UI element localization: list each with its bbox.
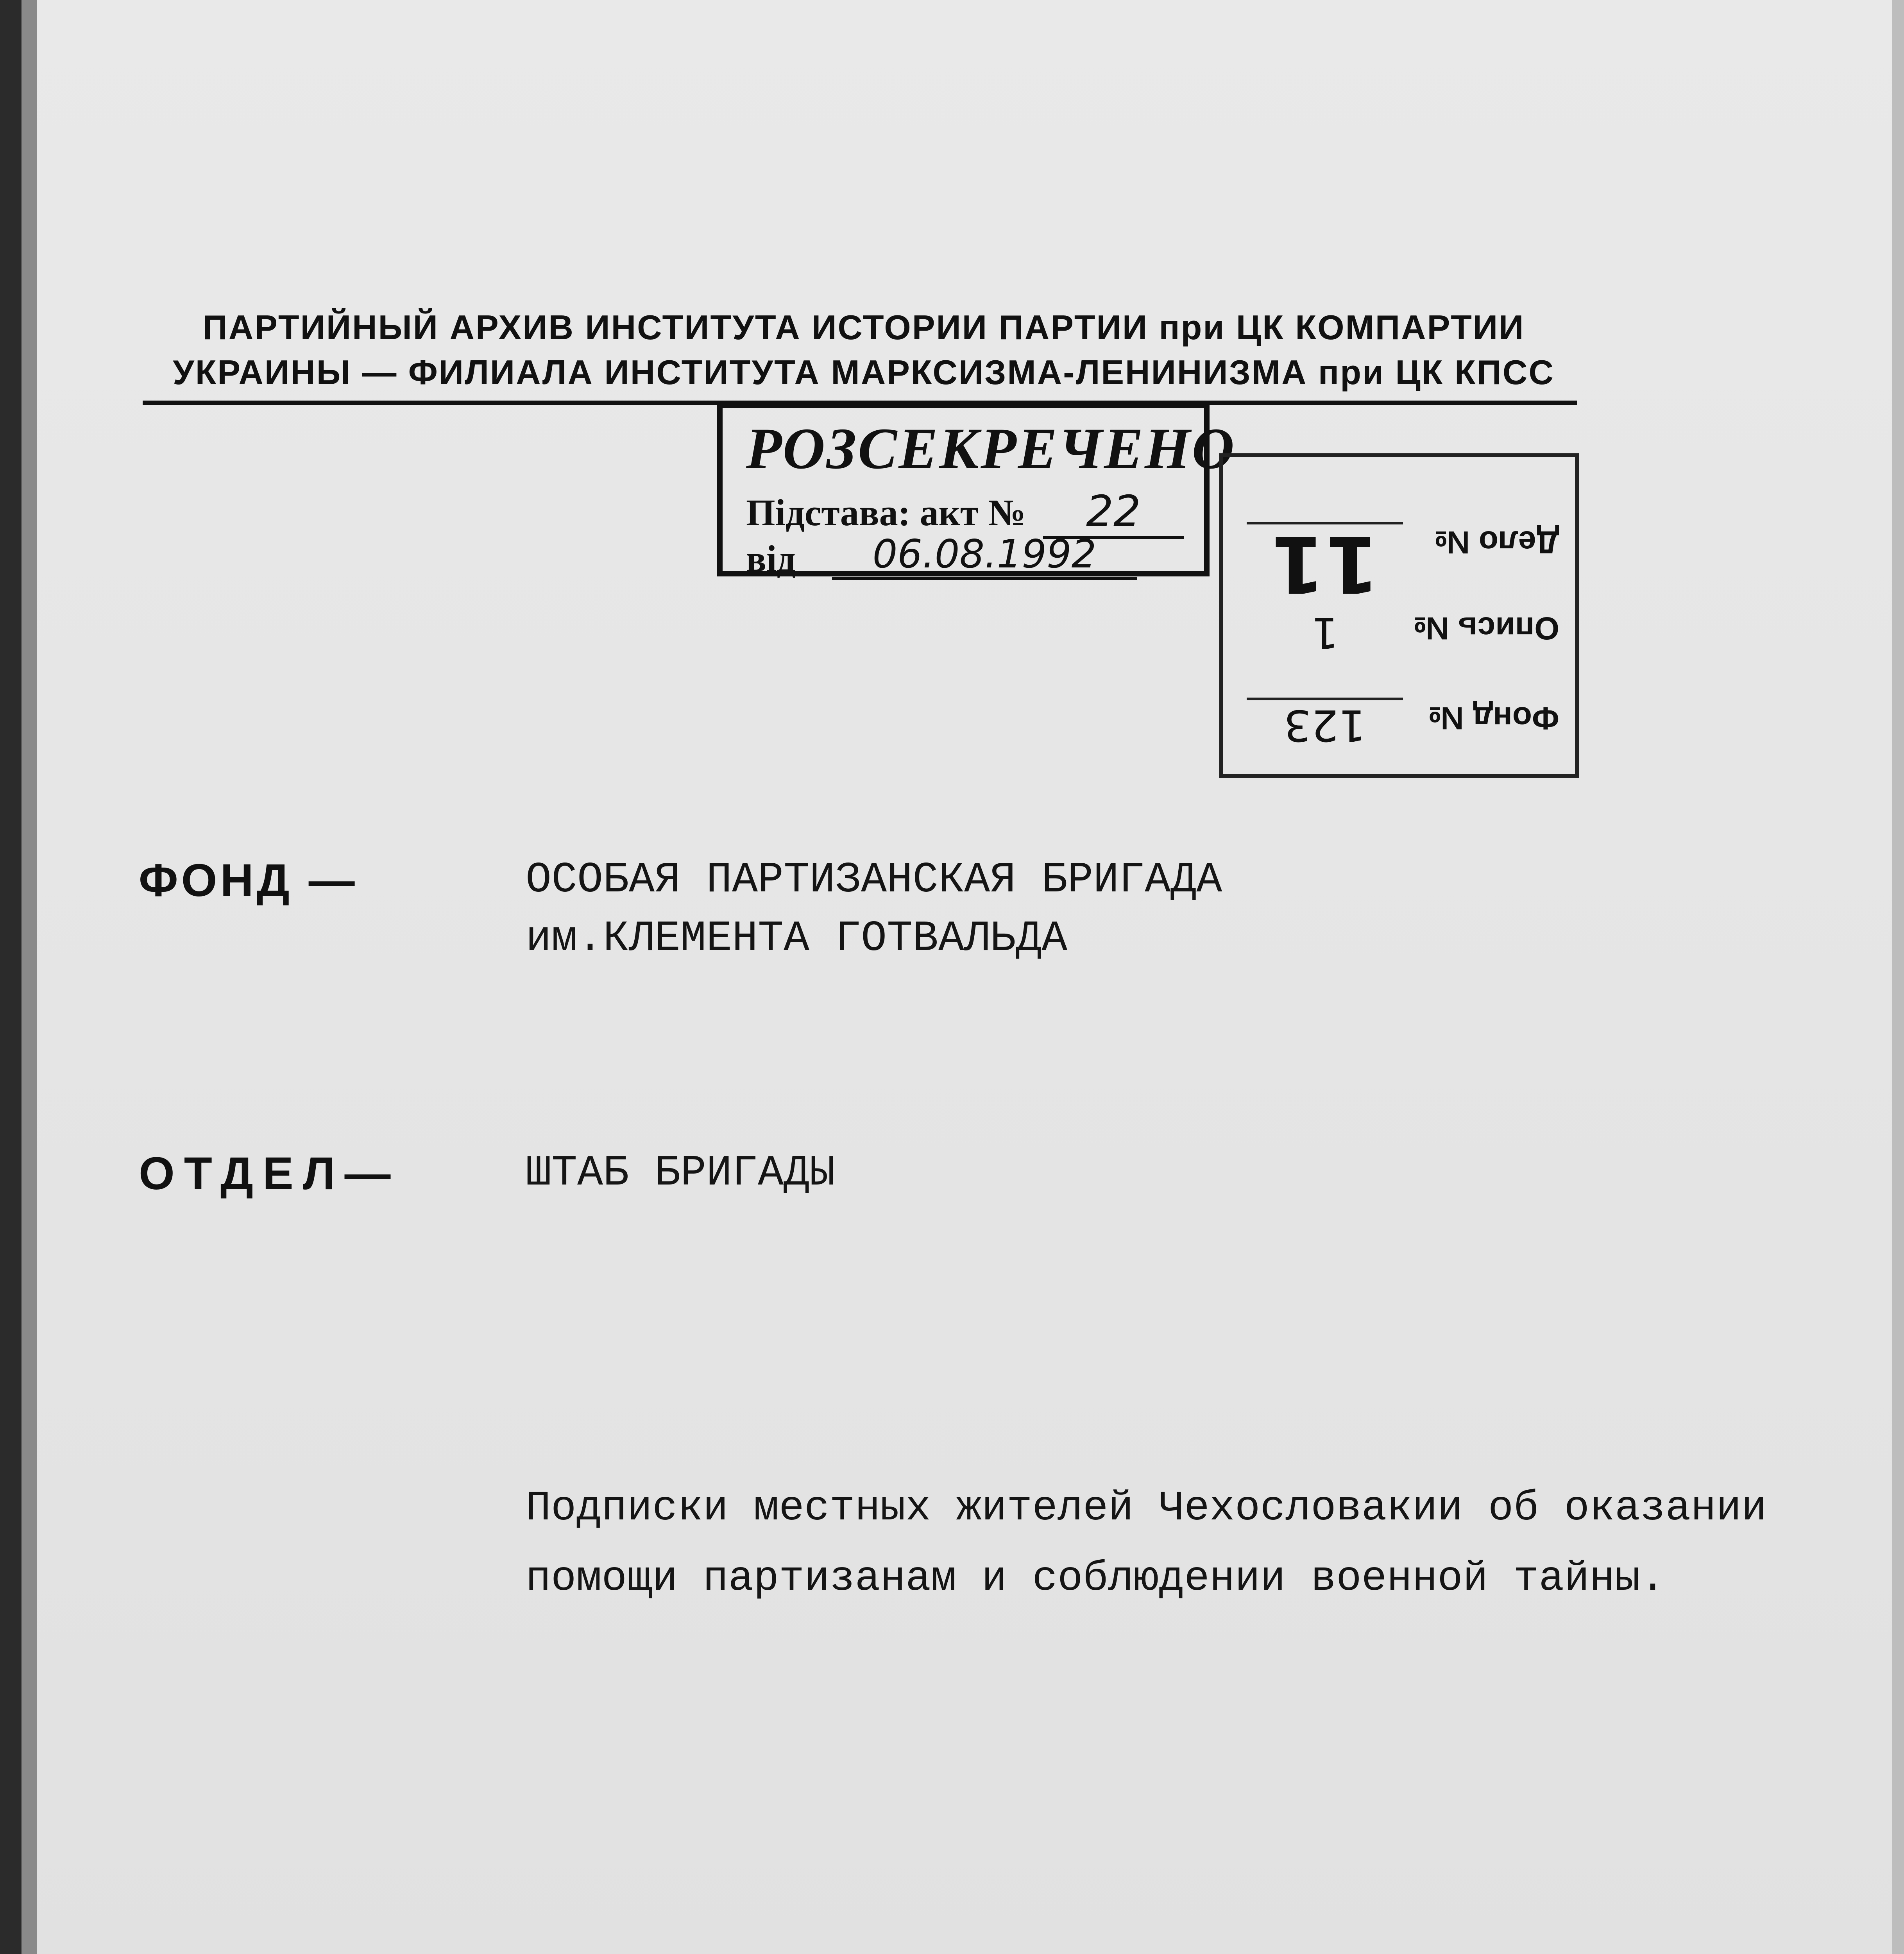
scan-edge-left bbox=[0, 0, 21, 1954]
rotated-reference-box bbox=[1219, 453, 1579, 778]
rotated-row-opis bbox=[1239, 598, 1559, 676]
fond-name-line-1: ОСОБАЯ ПАРТИЗАНСКАЯ БРИГАДА bbox=[526, 856, 1222, 905]
scan-edge-right bbox=[1892, 0, 1904, 1954]
rotated-reference-content bbox=[1223, 457, 1575, 774]
file-title bbox=[526, 1473, 1767, 1614]
stamp-basis-label: Підстава: акт № bbox=[746, 492, 1026, 533]
declassified-stamp bbox=[717, 403, 1236, 580]
header-line-2: УКРАИНЫ — ФИЛИАЛА ИНСТИТУТА МАРКСИЗМА-ЛЕНИНИЗМА при ЦК КПСС bbox=[172, 353, 1555, 392]
stamp-title: РОЗСЕКРЕЧЕНО bbox=[746, 416, 1236, 481]
otdel-label: ОТДЕЛ— bbox=[139, 1148, 400, 1199]
rotated-fond-label: Фонд № bbox=[1428, 700, 1559, 736]
scan-edge-left-inner bbox=[21, 0, 37, 1954]
file-title-line-1: Подписки местных жителей Чехословакии об оказании bbox=[526, 1485, 1767, 1532]
rotated-opis-label: Опись № bbox=[1413, 610, 1559, 646]
fond-label: ФОНД — bbox=[139, 855, 358, 906]
stamp-act-number: 22 bbox=[1043, 486, 1184, 539]
rotated-row-fond bbox=[1239, 688, 1559, 766]
stamp-date-label: від bbox=[746, 538, 796, 580]
stamp-date: 06.08.1992 bbox=[832, 531, 1137, 580]
archive-header bbox=[145, 305, 1583, 395]
rotated-row-delo bbox=[1239, 512, 1559, 609]
header-line-1: ПАРТИЙНЫЙ АРХИВ ИНСТИТУТА ИСТОРИИ ПАРТИИ при ЦК КОМПАРТИИ bbox=[202, 308, 1525, 347]
rotated-delo-value: 11 bbox=[1247, 522, 1403, 603]
otdel-value: ШТАБ БРИГАДЫ bbox=[526, 1149, 836, 1198]
rotated-fond-value: 123 bbox=[1247, 698, 1403, 750]
fond-name-line-2: им.КЛЕМЕНТА ГОТВАЛЬДА bbox=[526, 914, 1068, 963]
rotated-opis-value: 1 bbox=[1311, 608, 1339, 658]
file-title-line-2: помощи партизанам и соблюдении военной тайны. bbox=[526, 1555, 1666, 1603]
rotated-delo-label: Дело № bbox=[1434, 524, 1559, 560]
